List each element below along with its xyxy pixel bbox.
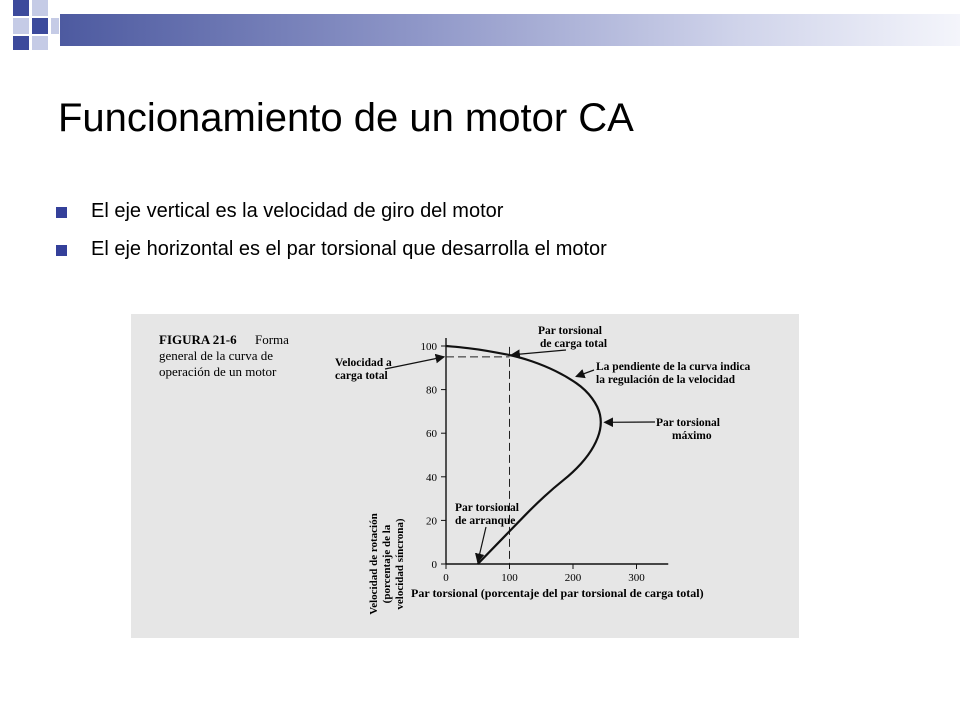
y-tick-label: 80 xyxy=(426,384,437,397)
motor-curve-chart xyxy=(131,314,799,638)
decor-square xyxy=(13,36,29,50)
decor-square xyxy=(13,18,29,34)
annotation-full-load-torque: de carga total xyxy=(540,338,608,350)
annotation-full-load-torque: Par torsional xyxy=(538,325,602,337)
x-tick-label: 0 xyxy=(443,572,449,584)
x-axis-title: Par torsional (porcentaje del par torsional de carga total) xyxy=(411,586,704,600)
bullet-text: El eje horizontal es el par torsional que desarrolla el motor xyxy=(91,238,607,260)
annotation-full-load-speed: Velocidad a xyxy=(335,357,392,369)
annotation-slope: La pendiente de la curva indica xyxy=(596,361,751,373)
y-tick-label: 20 xyxy=(426,515,437,528)
arrow-full-load-speed xyxy=(385,357,444,369)
y-axis-title-line: velocidad síncrona) xyxy=(394,518,406,610)
figure-caption-line: Forma xyxy=(255,332,289,347)
annotation-max-torque: máximo xyxy=(672,430,712,442)
x-tick-label: 100 xyxy=(501,572,518,584)
figure-caption-line: operación de un motor xyxy=(159,364,277,379)
annotation-slope: la regulación de la velocidad xyxy=(596,374,736,386)
annotation-starting-torque: Par torsional xyxy=(455,502,519,514)
annotation-starting-torque: de arranque xyxy=(455,515,516,527)
figure-label: FIGURA 21-6 xyxy=(159,332,237,347)
operating-curve xyxy=(446,346,601,564)
y-tick-label: 60 xyxy=(426,428,437,441)
annotation-max-torque: Par torsional xyxy=(656,417,720,429)
title-band xyxy=(60,14,960,46)
decor-square xyxy=(13,0,29,16)
y-axis-title-line: (porcentaje de la xyxy=(381,524,393,604)
decor-square xyxy=(32,18,48,34)
decor-square xyxy=(32,36,48,50)
decor-square xyxy=(51,18,59,34)
annotation-full-load-speed: carga total xyxy=(335,370,388,382)
figure-caption-line: general de la curva de xyxy=(159,348,274,363)
motor-curve-figure xyxy=(131,314,799,638)
decor-square xyxy=(32,0,48,16)
arrow-slope xyxy=(576,370,594,377)
x-tick-label: 200 xyxy=(564,572,582,584)
y-tick-label: 0 xyxy=(431,559,437,571)
square-bullet-icon xyxy=(56,207,67,218)
slide-title: Funcionamiento de un motor CA xyxy=(58,96,634,140)
x-tick-label: 300 xyxy=(628,572,645,584)
square-bullet-icon xyxy=(56,245,67,256)
y-tick-label: 40 xyxy=(426,471,437,484)
y-axis-title-line: Velocidad de rotación xyxy=(368,513,380,615)
y-axis-title xyxy=(368,513,406,614)
arrow-full-load-torque xyxy=(512,350,567,355)
bullet-text: El eje vertical es la velocidad de giro del motor xyxy=(91,200,504,222)
y-tick-label: 100 xyxy=(420,341,437,353)
